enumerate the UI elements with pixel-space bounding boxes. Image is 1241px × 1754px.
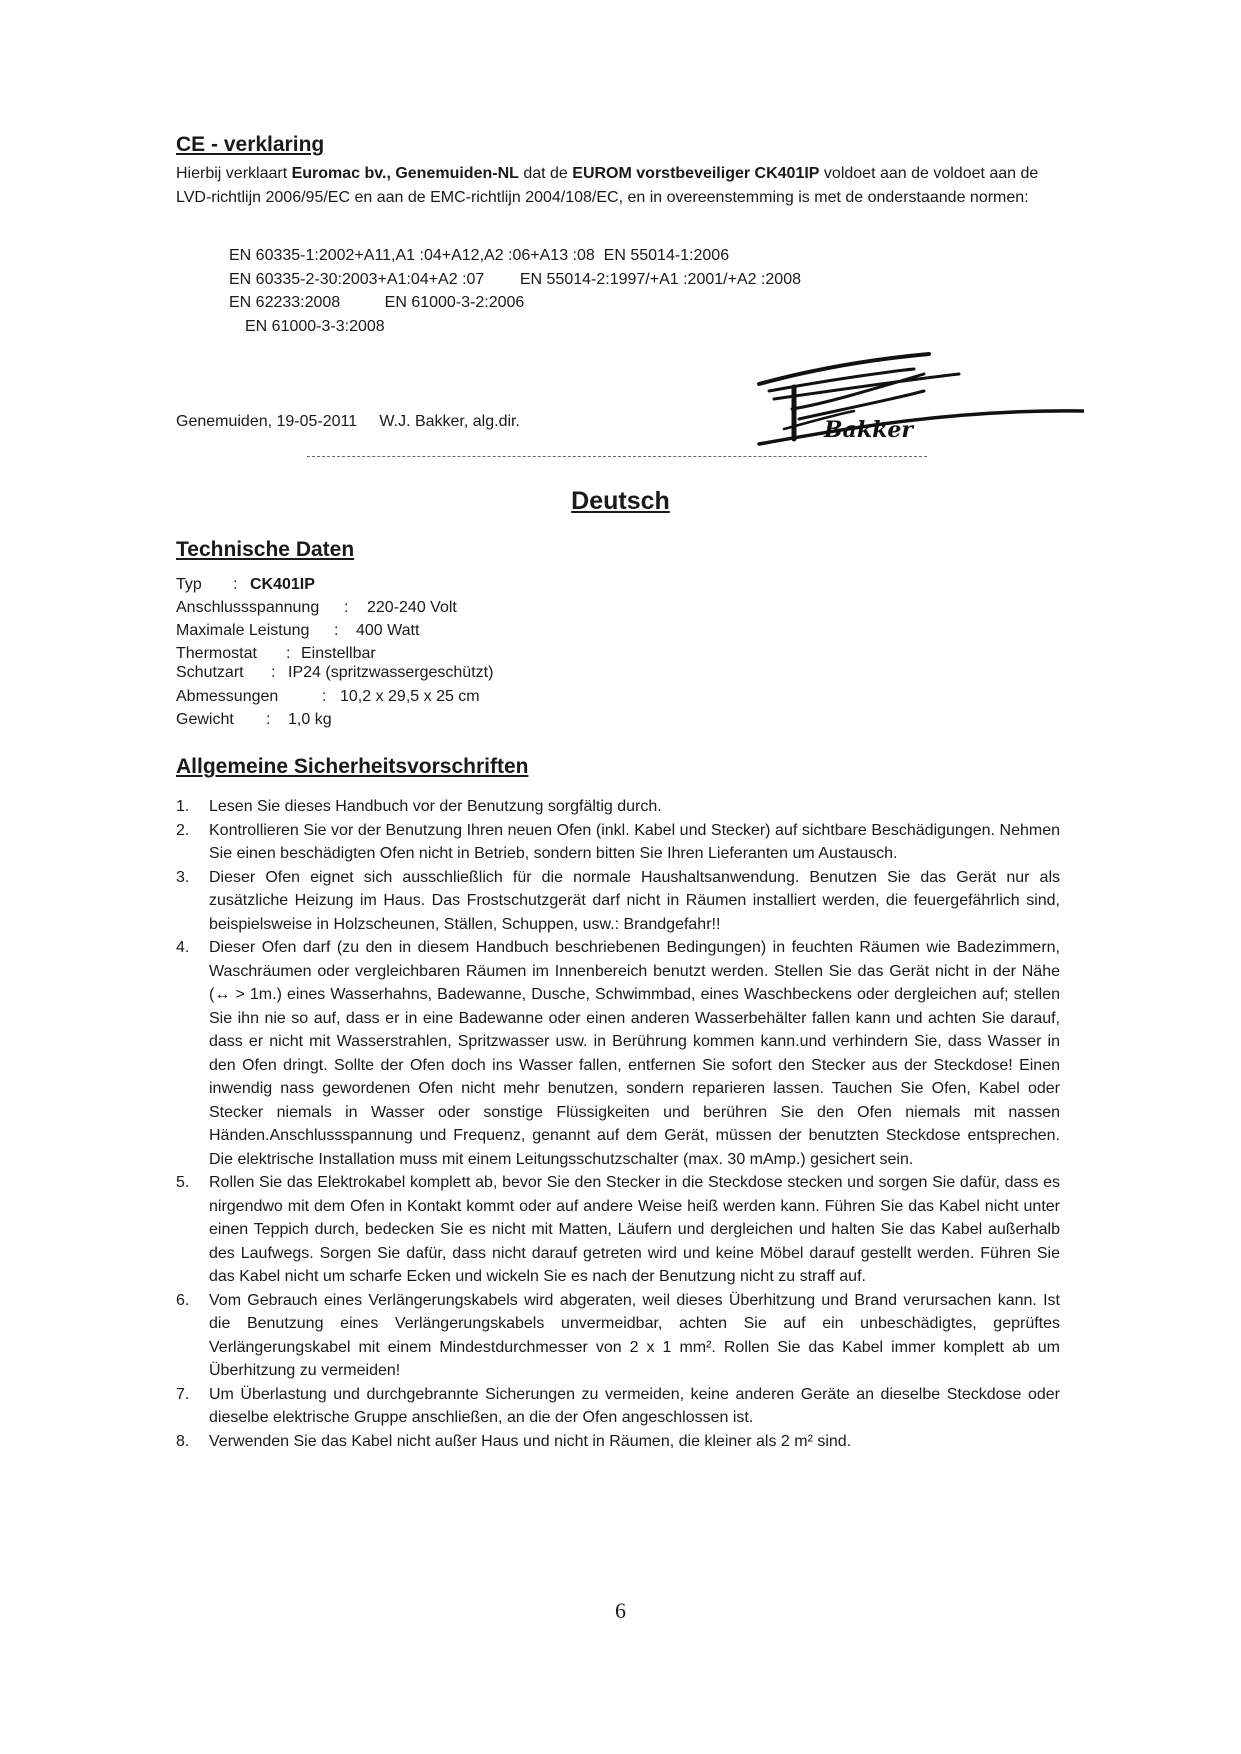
- norm-standard: EN 60335-2-30:2003+A1:04+A2 :07: [229, 270, 485, 288]
- rule-text: Verwenden Sie das Kabel nicht außer Haus und nicht in Räumen, die kleiner als 2 m² sind.: [209, 1432, 852, 1450]
- signature-icon: [754, 349, 1084, 452]
- rule-number: 4.: [176, 939, 190, 956]
- safety-rule: [176, 1383, 1060, 1430]
- rule-number: 7.: [176, 1385, 190, 1403]
- spec-value: 10,2 x 29,5 x 25 cm: [340, 688, 480, 705]
- spec-separator: :: [286, 645, 291, 662]
- ce-norms-list: [229, 244, 801, 338]
- spec-value: 1,0 kg: [288, 711, 332, 728]
- spec-label: Typ: [176, 576, 202, 593]
- rule-number: 6.: [176, 1291, 190, 1309]
- spec-value: Einstellbar: [301, 645, 376, 662]
- ce-heading: CE - verklaring: [176, 133, 325, 156]
- norm-standard: EN 61000-3-2:2006: [384, 294, 525, 311]
- rule-text: Dieser Ofen darf (zu den in diesem Handbuch beschriebenen Bedingungen) in feuchten Räumen wie Badezimmern, Waschräumen oder vergleichbaren Räumen im Innenbereich benutzt werden. Stellen Sie das Gerät nicht in der Nähe (↔ > 1m.) eines Wasserhahns, Badewanne, Dusche, Schwimmbad, eines Waschbeckens oder dergleichen auf; stellen Sie ihn nie so auf, dass er in eine Badewanne oder einen anderen Wasserbehälter fallen kann und achten Sie darauf, dass er nicht mit Wasserstrahlen, Spritzwasser usw. in Berührung kommen kann.und verhindern Sie, dass Wasser in den Ofen dringt. Sollte der Ofen doch ins Wasser fallen, entfernen Sie sofort den Stecker aus der Steckdose! Einen inwendig nass gewordenen Ofen nicht mehr benutzen, sondern reparieren lassen. Tauchen Sie Ofen, Kabel oder Stecker niemals in Wasser oder sonstige Flüssigkeiten und berühren Sie den Ofen niemals mit nassen Händen.Anschlussspannung und Frequenz, genannt auf dem Gerät, müssen der benutzten Steckdose entsprechen. Die elektrische Installation muss mit einem Leitungsschutzschalter (max. 30 mAmp.) gesichert sein.: [209, 939, 1060, 1168]
- safety-rule: [176, 819, 1060, 866]
- rule-text: Dieser Ofen eignet sich ausschließlich für die normale Haushaltsanwendung. Benutzen Sie das Gerät nur als zusätzliche Heizung im Haus. Das Frostschutzgerät darf nicht in Räumen installiert werden, die feuergefährlich sind, beispielsweise in Holzscheunen, Ställen, Schuppen, usw.: Brandgefahr!!: [209, 868, 1060, 933]
- tech-data-heading: Technische Daten: [176, 538, 355, 561]
- section-divider: [307, 456, 927, 457]
- spec-value: 400 Watt: [356, 622, 420, 639]
- ce-intro-part: dat de: [518, 165, 573, 182]
- spec-value: CK401IP: [250, 576, 315, 593]
- signature-line: [176, 413, 520, 431]
- ce-intro-paragraph: [176, 162, 1076, 209]
- signature-text: Bakker: [824, 417, 913, 443]
- spec-separator: :: [344, 599, 349, 616]
- spec-label: Thermostat: [176, 645, 257, 662]
- rule-text: Vom Gebrauch eines Verlängerungskabels wird abgeraten, weil dieses Überhitzung und Brand verursachen kann. Ist die Benutzung eines Verlängerungskabels unvermeidbar, achten Sie auf ein unbeschädigtes, geprüftes Verlängerungskabel mit einem Mindestdurchmesser von 2 x 1 mm². Rollen Sie das Kabel immer komplett ab um Überhitzung zu vermeiden!: [209, 1291, 1060, 1379]
- ce-intro-part: Hierbij verklaart: [176, 165, 292, 182]
- norm-standard: EN 55014-1:2006: [603, 247, 730, 264]
- language-title: Deutsch: [571, 487, 670, 515]
- spec-label: Maximale Leistung: [176, 622, 310, 639]
- norm-row: [229, 268, 801, 292]
- norm-standard: EN 60335-1:2002+A11,A1 :04+A12,A2 :06+A13 :08: [229, 247, 595, 264]
- norm-row: [229, 315, 801, 339]
- rule-text: Lesen Sie dieses Handbuch vor der Benutzung sorgfältig durch.: [209, 798, 662, 815]
- safety-rule: [176, 1289, 1060, 1383]
- safety-rule: [176, 795, 1060, 819]
- safety-rule: [176, 1430, 1060, 1454]
- spec-value: IP24 (spritzwassergeschützt): [288, 664, 494, 681]
- rule-number: 5.: [176, 1174, 190, 1191]
- rule-text: Um Überlastung und durchgebrannte Sicherungen zu vermeiden, keine anderen Geräte an dieselbe Steckdose oder dieselbe elektrische Gruppe anschließen, an die der Ofen angeschlossen ist.: [209, 1385, 1060, 1426]
- spec-label: Abmessungen: [176, 688, 279, 705]
- spec-separator: :: [322, 688, 327, 705]
- norm-standard: EN 62233:2008: [229, 294, 341, 311]
- rule-number: 8.: [176, 1432, 190, 1450]
- safety-rule: [176, 866, 1060, 937]
- safety-rule: [176, 1171, 1060, 1289]
- spec-label: Gewicht: [176, 711, 234, 728]
- page-number: 6: [615, 1598, 626, 1623]
- rule-number: 1.: [176, 798, 190, 815]
- rule-number: 2.: [176, 821, 190, 839]
- rule-number: 3.: [176, 868, 190, 886]
- spec-separator: :: [233, 576, 238, 593]
- safety-rules-list: [176, 795, 1060, 1453]
- spec-label: Anschlussspannung: [176, 599, 320, 616]
- norm-row: [229, 291, 801, 315]
- spec-separator: :: [271, 664, 276, 681]
- spec-value: 220-240 Volt: [367, 599, 457, 616]
- rule-text: Rollen Sie das Elektrokabel komplett ab, bevor Sie den Stecker in die Steckdose stecken und sorgen Sie dafür, dass es nirgendwo mit dem Ofen in Kontakt kommt oder auf andere Weise heiß werden kann. Führen Sie das Kabel nicht unter einen Teppich durch, bedecken Sie es nicht mit Matten, Läufern und dergleichen und halten Sie das Kabel außerhalb des Laufwegs. Sorgen Sie dafür, dass nicht darauf getreten wird und keine Möbel darauf gestellt werden. Führen Sie das Kabel nicht um scharfe Ecken und wickeln Sie es nach der Benutzung nicht zu straff auf.: [209, 1174, 1060, 1285]
- ce-intro-part: Euromac bv., Genemuiden-NL: [291, 165, 519, 182]
- spec-label: Schutzart: [176, 664, 244, 681]
- norm-standard: EN 55014-2:1997/+A1 :2001/+A2 :2008: [519, 270, 801, 288]
- norm-standard: EN 61000-3-3:2008: [245, 317, 385, 335]
- safety-heading: Allgemeine Sicherheitsvorschriften: [176, 755, 529, 778]
- safety-rule: [176, 936, 1060, 1171]
- ce-intro-part: voldoet aan de voldoet aan de LVD-richtlijn 2006/95/EC en aan de EMC-richtlijn 2004/108/EC, en in overeenstemming is met de onderstaande normen:: [176, 165, 1039, 206]
- norm-row: [229, 244, 801, 268]
- spec-separator: :: [266, 711, 271, 728]
- spec-separator: :: [334, 622, 339, 639]
- place-date: Genemuiden, 19-05-2011: [176, 413, 358, 430]
- rule-text: Kontrollieren Sie vor der Benutzung Ihren neuen Ofen (inkl. Kabel und Stecker) auf sichtbare Beschädigungen. Nehmen Sie einen beschädigten Ofen nicht in Betrieb, sondern bitten Sie Ihren Lieferanten um Austausch.: [209, 821, 1060, 862]
- ce-intro-part: EUROM vorstbeveiliger CK401IP: [572, 165, 820, 182]
- signatory: W.J. Bakker, alg.dir.: [379, 413, 520, 430]
